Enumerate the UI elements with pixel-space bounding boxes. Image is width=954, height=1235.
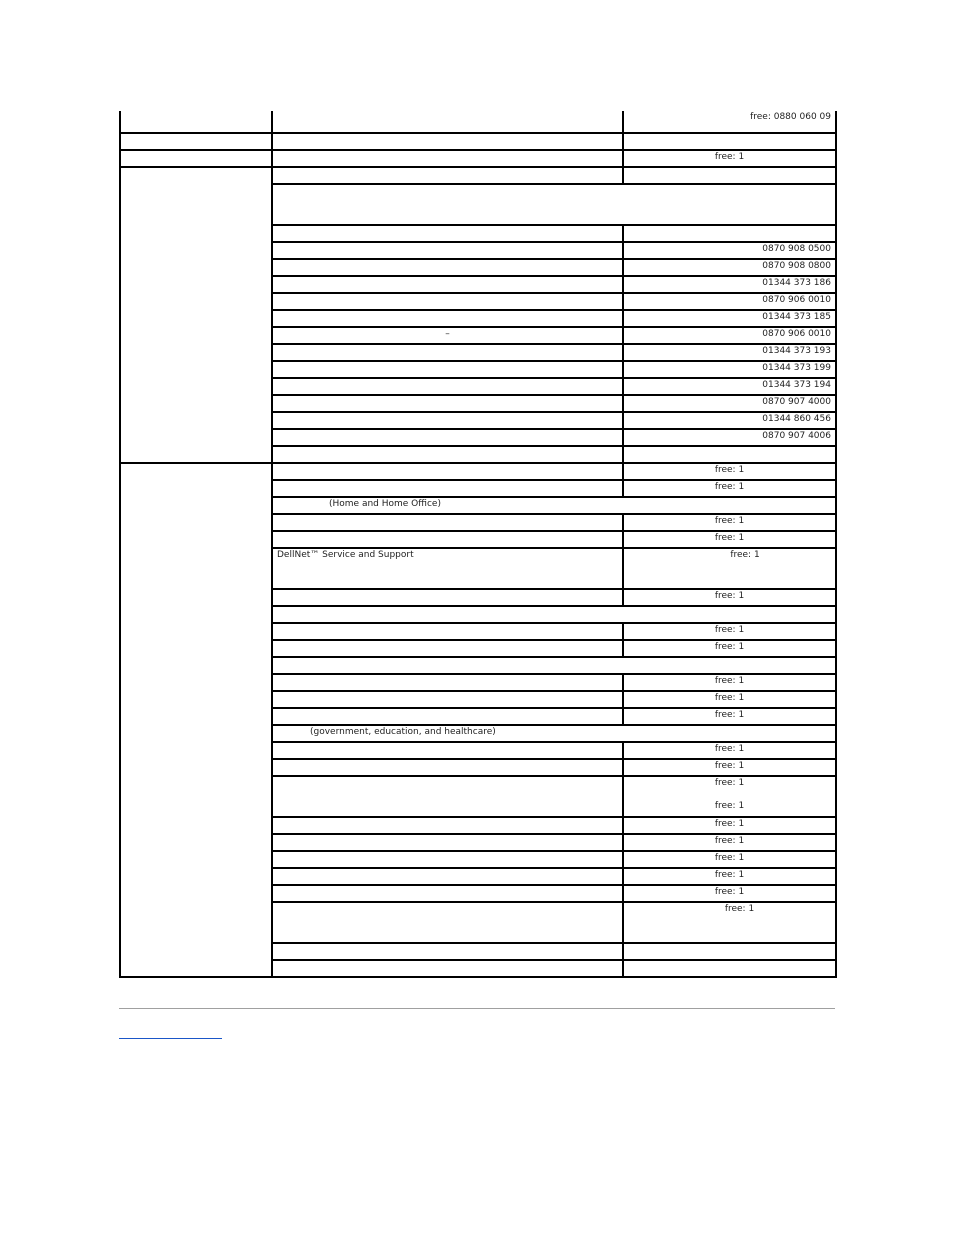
service-cell bbox=[272, 225, 623, 242]
service-cell bbox=[272, 691, 623, 708]
phone-number: 01344 860 456 bbox=[623, 412, 836, 429]
phone-number: free: 1 bbox=[623, 708, 836, 725]
table-row bbox=[120, 133, 836, 150]
phone-number bbox=[623, 225, 836, 242]
phone-number: 0870 907 4006 bbox=[623, 429, 836, 446]
service-cell bbox=[272, 868, 623, 885]
service-cell bbox=[272, 133, 623, 150]
service-cell bbox=[272, 742, 623, 759]
service-cell bbox=[272, 674, 623, 691]
service-cell bbox=[623, 943, 836, 960]
section-heading: (government, education, and healthcare) bbox=[272, 725, 836, 742]
service-cell bbox=[272, 776, 623, 817]
section-heading bbox=[272, 657, 836, 674]
phone-number: 01344 373 185 bbox=[623, 310, 836, 327]
phone-number: free: 1 bbox=[623, 531, 836, 548]
service-cell bbox=[623, 960, 836, 977]
country-cell bbox=[272, 943, 623, 960]
phone-number: free: 1 bbox=[623, 868, 836, 885]
service-cell bbox=[272, 344, 623, 361]
service-cell bbox=[272, 293, 623, 310]
service-cell bbox=[272, 531, 623, 548]
phone-number: free: 1 bbox=[623, 640, 836, 657]
table-row bbox=[120, 150, 836, 167]
table-row bbox=[120, 463, 836, 480]
phone-number: free: 1 bbox=[623, 548, 836, 589]
country-cell bbox=[120, 463, 272, 977]
phone-number: free: 0880 060 09 bbox=[623, 111, 836, 133]
service-cell bbox=[272, 885, 623, 902]
service-cell bbox=[272, 412, 623, 429]
service-cell bbox=[272, 623, 623, 640]
phone-number bbox=[623, 167, 836, 184]
phone-number: free: 1 bbox=[623, 463, 836, 480]
section-heading bbox=[272, 606, 836, 623]
country-cell bbox=[272, 960, 623, 977]
phone-number: free: 1 bbox=[623, 480, 836, 497]
phone-number: 01344 373 193 bbox=[623, 344, 836, 361]
phone-number: free: 1 bbox=[623, 817, 836, 834]
service-cell: DellNet™ Service and Support bbox=[272, 548, 623, 589]
phone-number: 0870 906 0010 bbox=[623, 327, 836, 344]
phone-number: 0870 908 0500 bbox=[623, 242, 836, 259]
service-cell bbox=[272, 640, 623, 657]
phone-number: 01344 373 199 bbox=[623, 361, 836, 378]
service-cell bbox=[272, 759, 623, 776]
service-cell bbox=[272, 708, 623, 725]
back-to-contents-link[interactable] bbox=[119, 1026, 222, 1039]
service-cell bbox=[272, 429, 623, 446]
phone-number: 01344 373 194 bbox=[623, 378, 836, 395]
service-cell bbox=[272, 851, 623, 868]
phone-number: free: 1 bbox=[623, 674, 836, 691]
section-heading bbox=[272, 184, 836, 225]
contact-numbers-table bbox=[119, 111, 837, 978]
service-cell bbox=[272, 378, 623, 395]
service-cell bbox=[272, 817, 623, 834]
phone-number: free: 1 bbox=[623, 759, 836, 776]
service-cell bbox=[272, 111, 623, 133]
service-cell bbox=[272, 259, 623, 276]
service-cell bbox=[272, 395, 623, 412]
phone-number: free: 1 bbox=[623, 514, 836, 531]
table-row bbox=[120, 111, 836, 133]
phone-number: free: 1 bbox=[623, 834, 836, 851]
phone-number: free: 1 bbox=[623, 150, 836, 167]
phone-number: 01344 373 186 bbox=[623, 276, 836, 293]
service-cell bbox=[272, 361, 623, 378]
country-cell bbox=[120, 111, 272, 133]
service-cell bbox=[272, 480, 623, 497]
phone-number: free: 1 bbox=[623, 589, 836, 606]
phone-number: free: 1 bbox=[623, 742, 836, 759]
phone-number: 0870 907 4000 bbox=[623, 395, 836, 412]
phone-number bbox=[623, 133, 836, 150]
service-cell bbox=[272, 463, 623, 480]
phone-number: 0870 906 0010 bbox=[623, 293, 836, 310]
section-heading: (Home and Home Office) bbox=[272, 497, 836, 514]
phone-number: free: 1 bbox=[623, 902, 836, 943]
service-cell bbox=[272, 834, 623, 851]
service-cell: – bbox=[272, 327, 623, 344]
phone-number: free: 1 bbox=[714, 778, 745, 788]
phone-number: free: 1 bbox=[623, 691, 836, 708]
table-row bbox=[120, 167, 836, 184]
country-cell bbox=[120, 133, 272, 150]
service-cell bbox=[272, 310, 623, 327]
phone-number: free: 1 bbox=[623, 885, 836, 902]
country-cell bbox=[120, 167, 272, 463]
phone-number: 0870 908 0800 bbox=[623, 259, 836, 276]
country-cell bbox=[120, 150, 272, 167]
country-cell bbox=[272, 446, 623, 463]
service-cell bbox=[272, 167, 623, 184]
service-cell bbox=[272, 589, 623, 606]
phone-number: free: 1 bbox=[714, 801, 745, 811]
service-cell bbox=[623, 446, 836, 463]
phone-number-pair bbox=[623, 776, 836, 817]
service-cell bbox=[272, 150, 623, 167]
phone-number: free: 1 bbox=[623, 851, 836, 868]
service-cell bbox=[272, 276, 623, 293]
service-cell bbox=[272, 902, 623, 943]
service-cell bbox=[272, 514, 623, 531]
horizontal-rule bbox=[119, 1008, 835, 1009]
service-cell bbox=[272, 242, 623, 259]
phone-number: free: 1 bbox=[623, 623, 836, 640]
